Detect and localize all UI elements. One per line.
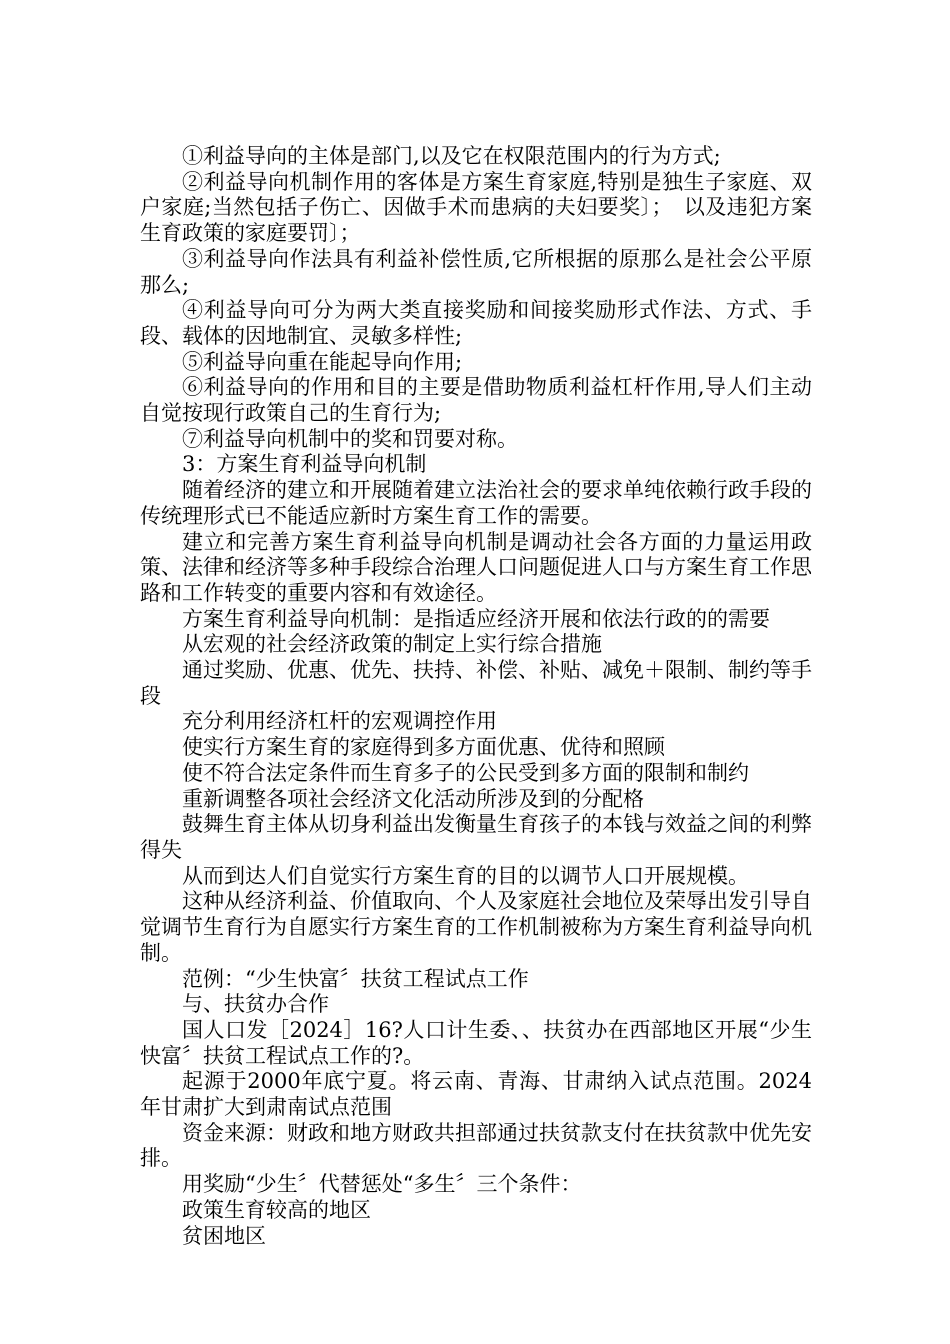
paragraph: ②利益导向机制作用的客体是方案生育家庭,特别是独生子家庭、双户家庭;当然包括子伤亡、因做手术而患病的夫妇要奖〕； 以及违犯方案生育政策的家庭要罚〕； (140, 169, 812, 246)
paragraph: 重新调整各项社会经济文化活动所涉及到的分配格 (182, 786, 644, 811)
paragraph: 从而到达人们自觉实行方案生育的目的以调节人口开展规模。 (182, 863, 749, 888)
paragraph: 随着经济的建立和开展随着建立法治社会的要求单纯依赖行政手段的传统理形式已不能适应新时方案生育工作的需要。 (140, 478, 812, 528)
paragraph: 范例：“少生快富〞扶贫工程试点工作 (182, 966, 529, 991)
paragraph: 使不符合法定条件而生育多子的公民受到多方面的限制和制约 (182, 760, 749, 785)
paragraph: ⑥利益导向的作用和目的主要是借助物质利益杠杆作用,导人们主动自觉按现行政策自己的生育行为; (140, 375, 812, 426)
paragraph: 贫困地区 (182, 1223, 266, 1248)
document-body (140, 144, 812, 1249)
paragraph: 与、扶贫办合作 (182, 992, 329, 1017)
paragraph: 从宏观的社会经济政策的制定上实行综合措施 (182, 632, 602, 657)
paragraph: 这种从经济利益、价值取向、个人及家庭社会地位及荣辱出发引导自觉调节生育行为自愿实行方案生育的工作机制被称为方案生育利益导向机制。 (140, 889, 812, 965)
paragraph: 充分利用经济杠杆的宏观调控作用 (182, 709, 497, 734)
section-heading: 3：方案生育利益导向机制 (182, 452, 427, 477)
paragraph: 政策生育较高的地区 (182, 1197, 371, 1222)
paragraph: 国人口发［2024］16?人口计生委、、扶贫办在西部地区开展“少生快富〞扶贫工程试点工作的?。 (140, 1017, 812, 1068)
paragraph: 用奖励“少生〞代替惩处“多生〞三个条件： (182, 1172, 582, 1197)
paragraph: 资金来源：财政和地方财政共担部通过扶贫款支付在扶贫款中优先安排。 (140, 1120, 812, 1171)
paragraph: 起源于2000年底宁夏。将云南、青海、甘肃纳入试点范围。2024年甘肃扩大到肃南试点范围 (140, 1069, 812, 1120)
paragraph: ④利益导向可分为两大类直接奖励和间接奖励形式作法、方式、手段、载体的因地制宜、灵敏多样性; (140, 298, 812, 348)
paragraph: ③利益导向作法具有利益补偿性质,它所根据的原那么是社会公平原那么; (140, 246, 812, 297)
paragraph: ①利益导向的主体是部门,以及它在权限范围内的行为方式; (182, 144, 721, 168)
paragraph: 建立和完善方案生育利益导向机制是调动社会各方面的力量运用政策、法律和经济等多种手段综合治理人口问题促进人口与方案生育工作思路和工作转变的重要内容和有效途径。 (140, 529, 812, 605)
paragraph: ⑦利益导向机制中的奖和罚要对称。 (182, 426, 518, 451)
paragraph: ⑤利益导向重在能起导向作用; (182, 349, 463, 374)
paragraph: 使实行方案生育的家庭得到多方面优惠、优待和照顾 (182, 735, 665, 760)
paragraph: 通过奖励、优惠、优先、扶持、补偿、补贴、减免＋限制、制约等手段 (140, 658, 812, 708)
paragraph: 鼓舞生育主体从切身利益出发衡量生育孩子的本钱与效益之间的利弊得失 (140, 812, 812, 862)
paragraph: 方案生育利益导向机制：是指适应经济开展和依法行政的的需要 (182, 606, 770, 631)
